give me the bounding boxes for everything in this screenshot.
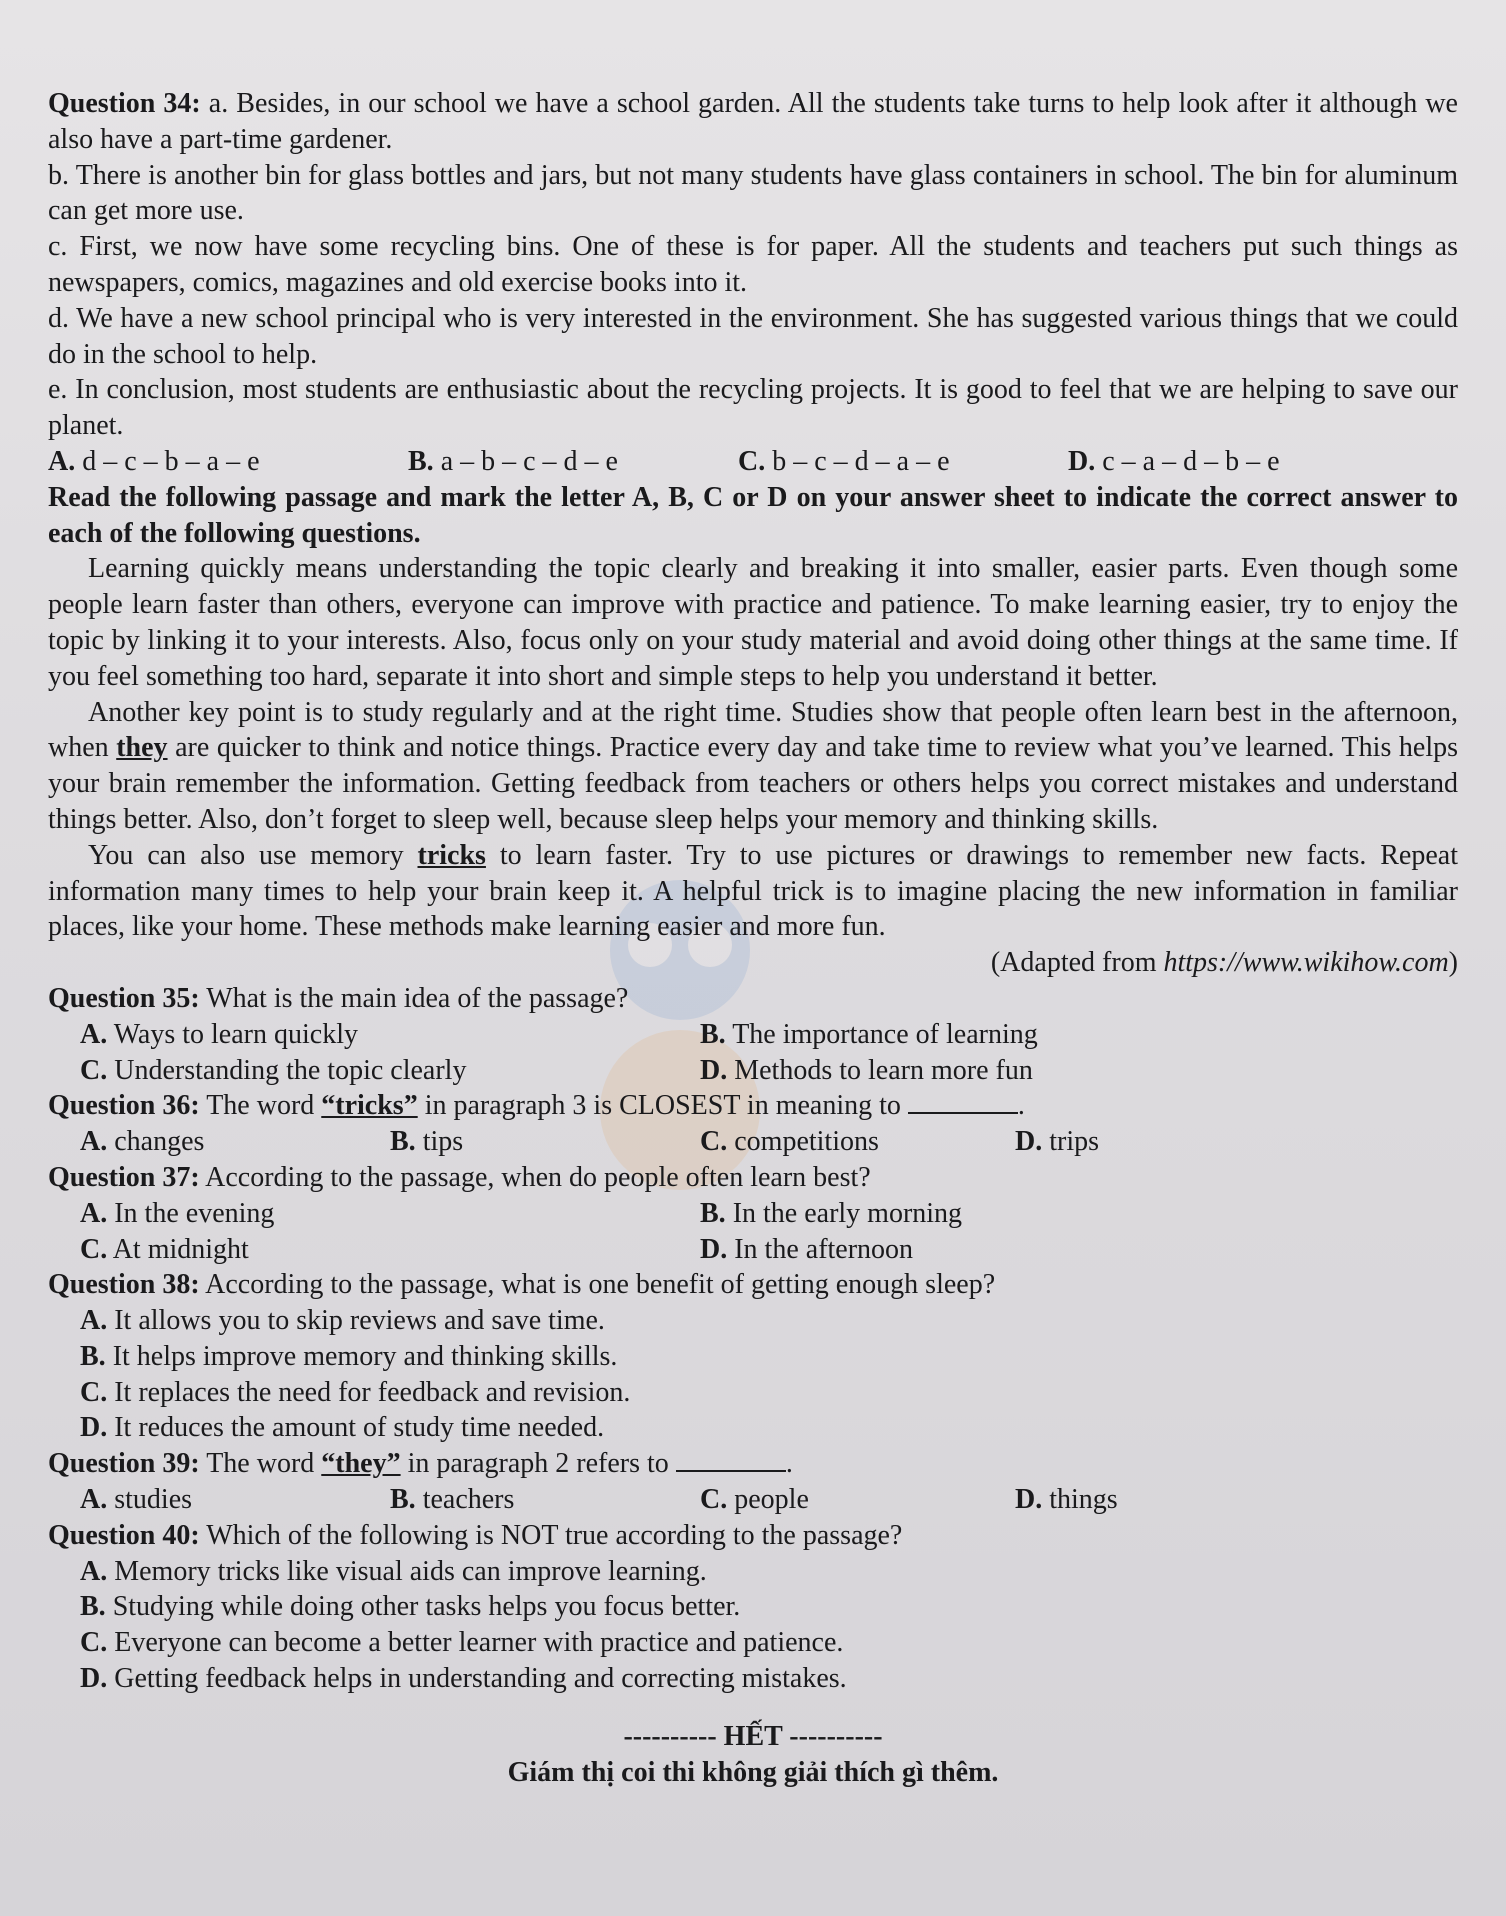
answer-blank — [908, 1088, 1018, 1114]
option-c[interactable]: C. competitions — [700, 1126, 879, 1158]
passage-paragraph-3: You can also use memory tricks to learn faster. Try to use pictures or drawings to remember new facts. Repeat information many times to help your brain keep it. A helpful trick is to imagine placing the new information in familiar places, like your home. These methods make learning easier and more fun. — [48, 839, 1458, 943]
reading-instruction: Read the following passage and mark the letter A, B, C or D on your answer sheet to indicate the correct answer to each of the following questions. — [48, 481, 1458, 549]
option-b[interactable]: B. teachers — [390, 1484, 515, 1516]
option-b[interactable]: B. The importance of learning — [700, 1018, 1038, 1050]
option-b[interactable]: B. tips — [390, 1126, 464, 1158]
option-a[interactable]: A. changes — [80, 1126, 205, 1158]
passage-source: (Adapted from https://www.wikihow.com) — [990, 947, 1458, 979]
question-38 — [48, 1267, 1458, 1446]
question-label: Question 35: — [48, 982, 200, 1014]
option-c[interactable]: C. It replaces the need for feedback and revision. — [80, 1376, 631, 1408]
sentence-a: a. Besides, in our school we have a school garden. All the students take turns to help look after it although we also have a part-time gardener. — [48, 88, 1458, 155]
question-label: Question 34: — [48, 88, 201, 119]
passage-paragraph-2: Another key point is to study regularly and at the right time. Studies show that people often learn best in the afternoon, when they are quicker to think and notice things. Practice every day and take time to review what you’ve learned. This helps your brain remember the information. Getting feedback from teachers or others helps you correct mistakes and understand things better. Also, don’t forget to sleep well, because sleep helps your memory and thinking skills. — [48, 696, 1458, 835]
option-d[interactable]: D. It reduces the amount of study time needed. — [80, 1412, 605, 1444]
exam-content — [48, 86, 1458, 1790]
option-c[interactable]: C. b – c – d – a – e — [738, 445, 950, 477]
question-34-options — [48, 444, 1458, 480]
question-40 — [48, 1518, 1458, 1697]
sentence-b: b. There is another bin for glass bottles and jars, but not many students have glass containers in school. The bin for aluminum can get more use. — [48, 159, 1458, 227]
end-mark: ---------- HẾT ---------- — [623, 1720, 883, 1752]
option-c[interactable]: C. Understanding the topic clearly — [80, 1054, 467, 1086]
reading-passage — [48, 551, 1458, 981]
question-label: Question 39: — [48, 1448, 200, 1480]
option-c[interactable]: C. people — [700, 1484, 809, 1516]
option-d[interactable]: D. In the afternoon — [700, 1233, 914, 1265]
question-label: Question 38: — [48, 1269, 200, 1301]
question-label: Question 37: — [48, 1161, 200, 1193]
question-text: Which of the following is NOT true according to the passage? — [206, 1519, 903, 1551]
option-a[interactable]: A. In the evening — [80, 1197, 275, 1229]
option-b[interactable]: B. It helps improve memory and thinking skills. — [80, 1340, 618, 1372]
proctor-note: Giám thị coi thi không giải thích gì thêm. — [507, 1756, 999, 1788]
option-b[interactable]: B. Studying while doing other tasks helps you focus better. — [80, 1591, 741, 1623]
answer-blank — [676, 1446, 786, 1472]
option-d[interactable]: D. Methods to learn more fun — [700, 1054, 1033, 1086]
keyword-they: they — [116, 732, 168, 764]
question-label: Question 40: — [48, 1519, 200, 1551]
option-b[interactable]: B. In the early morning — [700, 1197, 963, 1229]
sentence-e: e. In conclusion, most students are enthusiastic about the recycling projects. It is good to feel that we are helping to save our planet. — [48, 374, 1458, 442]
source-url: https://www.wikihow.com — [1163, 947, 1449, 979]
keyword-they: “they” — [321, 1448, 401, 1480]
option-a[interactable]: A. Memory tricks like visual aids can improve learning. — [80, 1555, 707, 1587]
keyword-tricks: tricks — [417, 839, 486, 871]
question-text: According to the passage, what is one benefit of getting enough sleep? — [205, 1269, 996, 1301]
option-a[interactable]: A. Ways to learn quickly — [80, 1018, 358, 1050]
question-label: Question 36: — [48, 1090, 200, 1122]
question-35 — [48, 981, 1458, 1088]
option-d[interactable]: D. things — [1015, 1484, 1118, 1516]
sentence-d: d. We have a new school principal who is very interested in the environment. She has suggested various things that we could do in the school to help. — [48, 302, 1458, 370]
option-c[interactable]: C. At midnight — [80, 1233, 249, 1265]
option-d[interactable]: D. Getting feedback helps in understanding and correcting mistakes. — [80, 1663, 847, 1695]
question-text: According to the passage, when do people often learn best? — [205, 1161, 871, 1193]
option-a[interactable]: A. It allows you to skip reviews and save time. — [80, 1305, 605, 1337]
option-a[interactable]: A. studies — [80, 1484, 193, 1516]
option-a[interactable]: A. d – c – b – a – e — [48, 445, 260, 477]
sentence-c: c. First, we now have some recycling bins. One of these is for paper. All the students and teachers put such things as newspapers, comics, magazines and old exercise books into it. — [48, 231, 1458, 298]
question-39: Question 39: The word “they” in paragraph 2 refers to . A. studies B. teachers C. people D. things — [48, 1446, 1458, 1518]
question-36: Question 36: The word “tricks” in paragraph 3 is CLOSEST in meaning to . A. changes B. tips C. competitions D. trips — [48, 1088, 1458, 1160]
option-d[interactable]: D. c – a – d – b – e — [1068, 445, 1280, 477]
option-d[interactable]: D. trips — [1015, 1126, 1100, 1158]
question-37 — [48, 1160, 1458, 1267]
option-c[interactable]: C. Everyone can become a better learner with practice and patience. — [80, 1627, 844, 1659]
passage-paragraph-1: Learning quickly means understanding the topic clearly and breaking it into smaller, easier parts. Even though some people learn faster than others, everyone can improve with practice and patience. To make learning easier, try to enjoy the topic by linking it to your interests. Also, focus only on your study material and avoid doing other things at the same time. If you feel something too hard, separate it into short and simple steps to help you understand it better. — [48, 553, 1458, 692]
question-34 — [48, 86, 1458, 480]
question-text: What is the main idea of the passage? — [206, 982, 629, 1014]
keyword-tricks: “tricks” — [321, 1090, 418, 1122]
option-b[interactable]: B. a – b – c – d – e — [408, 445, 618, 477]
